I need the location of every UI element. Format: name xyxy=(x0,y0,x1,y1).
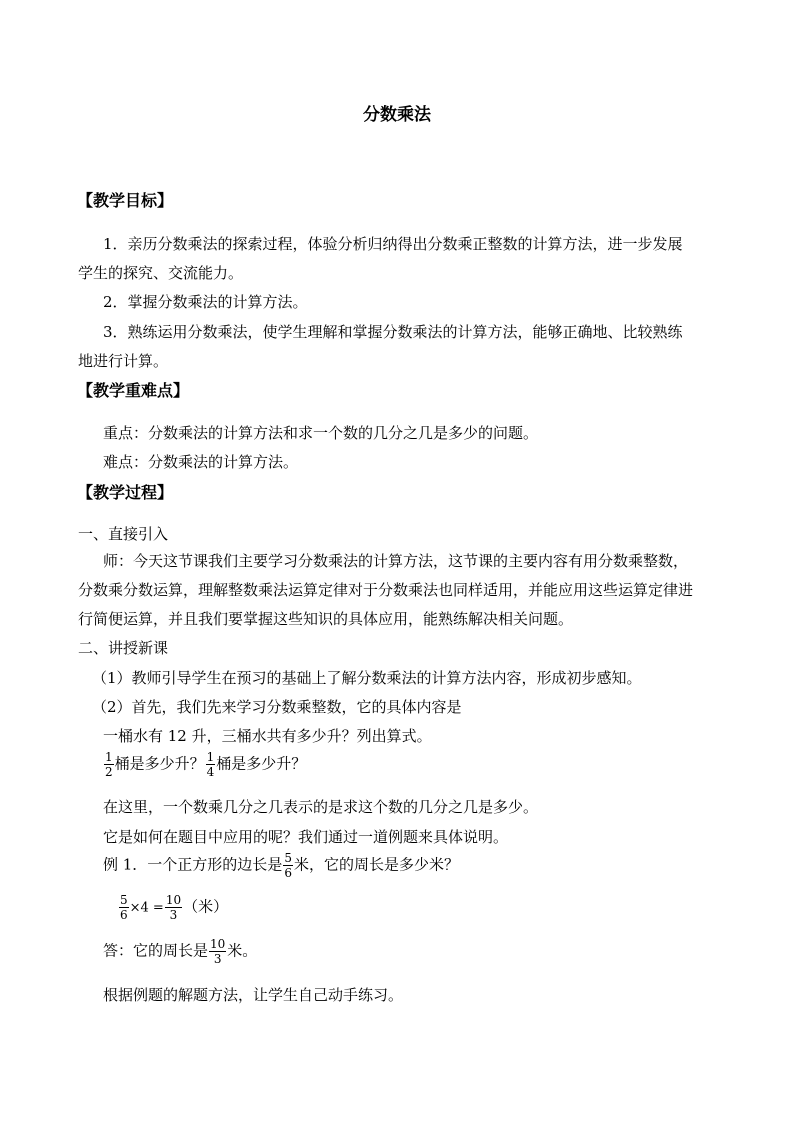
goal-3-line-2: 地进行计算。 xyxy=(78,352,169,370)
fraction-one-quarter: $\frac{1}{4}$ xyxy=(206,750,215,779)
quarter-bucket-question: 桶是多少升？ xyxy=(216,754,307,773)
part-1-paragraph-line-3: 行简便运算，并且我们要掌握这些知识的具体应用，能熟练解决相关问题。 xyxy=(78,610,574,628)
calculation xyxy=(118,894,228,921)
answer xyxy=(103,938,257,965)
step-2: （2）首先，我们先来学习分数乘整数，它的具体内容是 xyxy=(92,698,462,716)
section-heading-goals: 【教学目标】 xyxy=(77,191,174,210)
answer-suffix: 米。 xyxy=(227,941,258,960)
half-bucket-question: 桶是多少升？ xyxy=(114,754,205,773)
goal-1-line-2: 学生的探究、交流能力。 xyxy=(78,264,244,282)
section-heading-key-points: 【教学重难点】 xyxy=(77,381,190,400)
page-title: 分数乘法 xyxy=(363,105,431,125)
fraction-questions xyxy=(103,751,306,778)
example-1 xyxy=(103,852,459,879)
goal-2: 2．掌握分数乘法的计算方法。 xyxy=(103,293,308,311)
answer-fraction: $\frac{10}{3}$ xyxy=(210,937,226,966)
application-intro: 它是如何在题目中应用的呢？我们通过一道例题来具体说明。 xyxy=(103,828,509,846)
practice-instruction: 根据例题的解题方法，让学生自己动手练习。 xyxy=(103,986,404,1004)
fraction-five-sixths: $\frac{5}{6}$ xyxy=(284,851,292,880)
key-point-focus: 重点：分数乘法的计算方法和求一个数的几分之几是多少的问题。 xyxy=(103,424,539,442)
step-1: （1）教师引导学生在预习的基础上了解分数乘法的计算方法内容，形成初步感知。 xyxy=(92,669,642,687)
example-1-suffix: 米，它的周长是多少米？ xyxy=(293,855,459,874)
fraction-one-half: $\frac{1}{2}$ xyxy=(105,750,113,779)
part-1-paragraph-line-1: 师：今天这节课我们主要学习分数乘法的计算方法，这节课的主要内容有用分数乘整数， xyxy=(103,552,689,570)
example-1-prefix: 例 1．一个正方形的边长是 xyxy=(103,855,283,874)
part-1-paragraph-line-2: 分数乘分数运算，理解整数乘法运算定律对于分数乘法也同样适用，并能应用这些运算定律进 xyxy=(78,581,694,599)
calc-fraction-five-sixths: $\frac{5}{6}$ xyxy=(120,893,128,922)
calc-unit: （米） xyxy=(183,897,229,916)
key-point-difficulty: 难点：分数乘法的计算方法。 xyxy=(103,453,299,471)
answer-prefix: 答：它的周长是 xyxy=(103,941,209,960)
calc-operator: ×4 = xyxy=(129,900,164,916)
part-2-heading: 二、讲授新课 xyxy=(78,639,169,657)
calc-result-fraction: $\frac{10}{3}$ xyxy=(165,893,182,922)
goal-1-line-1: 1．亲历分数乘法的探索过程，体验分析归纳得出分数乘正整数的计算方法，进一步发展 xyxy=(103,235,683,253)
bucket-problem: 一桶水有 12 升，三桶水共有多少升？列出算式。 xyxy=(103,727,432,745)
meaning-statement: 在这里，一个数乘几分之几表示的是求这个数的几分之几是多少。 xyxy=(103,798,539,816)
goal-3-line-1: 3．熟练运用分数乘法，使学生理解和掌握分数乘法的计算方法，能够正确地、比较熟练 xyxy=(103,323,683,341)
section-heading-process: 【教学过程】 xyxy=(77,483,174,502)
part-1-heading: 一、直接引入 xyxy=(78,525,169,543)
